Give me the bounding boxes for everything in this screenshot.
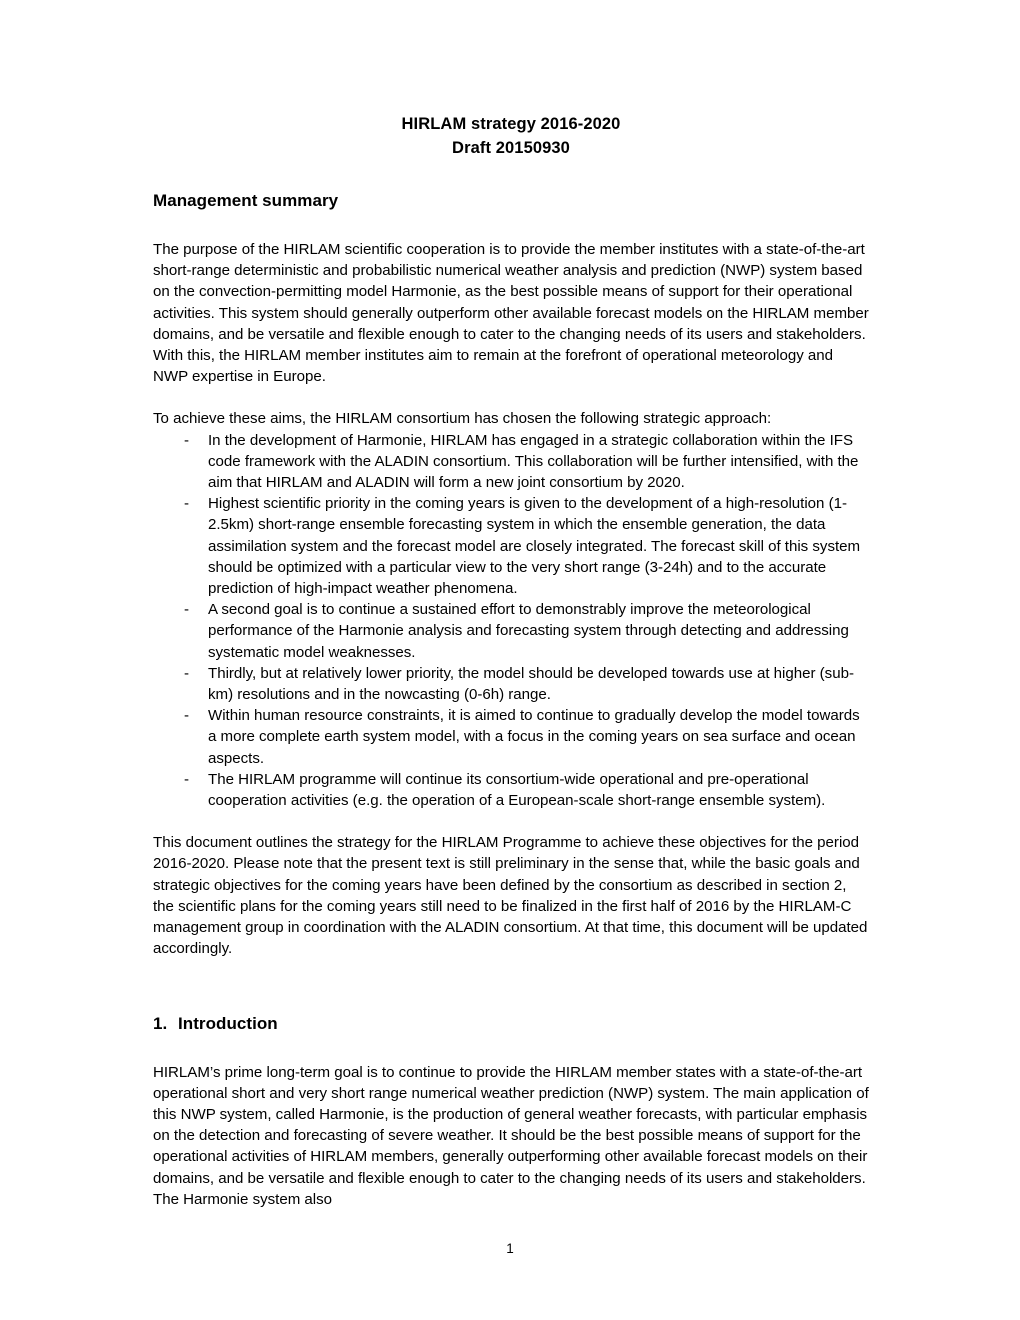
management-summary-paragraph-1: The purpose of the HIRLAM scientific cooperation is to provide the member institutes with a state-of-the-art short-range deterministic and probabilistic numerical weather analysis and prediction (NWP) system based on the convection-permitting model Harmonie, as the best possible means of support for their operational activities. This system should generally outperform other available forecast models on the HIRLAM member domains, and be versatile and flexible enough to cater to the changing needs of its users and stakeholders. With this, the HIRLAM member institutes aim to remain at the forefront of operational meteorology and NWP expertise in Europe. (153, 241, 869, 386)
list-item (153, 769, 869, 811)
document-title-line-2: Draft 20150930 (452, 139, 570, 157)
list-item-text: A second goal is to continue a sustained effort to demonstrably improve the meteorological performance of the Harmonie analysis and forecasting system through detecting and addressing systematic model weaknesses. (208, 601, 849, 661)
management-summary-paragraph-2: To achieve these aims, the HIRLAM consortium has chosen the following strategic approach: (153, 410, 772, 428)
heading-introduction-label: Introduction (178, 1013, 278, 1033)
spacer (153, 1036, 869, 1062)
spacer (153, 213, 869, 239)
page-content (153, 112, 869, 1210)
heading-introduction-number: 1. (153, 1013, 168, 1033)
dash-bullet-icon: - (184, 601, 190, 619)
list-item-text: In the development of Harmonie, HIRLAM has engaged in a strategic collaboration within the IFS code framework with the ALADIN consortium. This collaboration will be further intensified, with the aim that HIRLAM and ALADIN will form a new joint consortium by 2020. (208, 431, 859, 492)
document-title (153, 112, 869, 160)
heading-introduction (153, 1012, 869, 1036)
dash-bullet-icon: - (184, 431, 190, 449)
list-item (153, 663, 869, 705)
list-item (153, 705, 869, 769)
introduction-paragraph-1: HIRLAM’s prime long-term goal is to continue to provide the HIRLAM member states with a state-of-the-art operational short and very short range numerical weather prediction (NWP) system. The main application of this NWP system, called Harmonie, is the production of general weather forecasts, with particular emphasis on the detection and forecasting of severe weather. It should be the best possible means of support for the operational activities of HIRLAM members, generally outperforming other available forecast models on their domains, and be versatile and flexible enough to cater to the changing needs of its users and stakeholders. The Harmonie system also (153, 1063, 869, 1208)
spacer (153, 387, 869, 408)
dash-bullet-icon: - (184, 495, 190, 513)
document-title-line-1: HIRLAM strategy 2016-2020 (401, 115, 621, 133)
list-item-text: The HIRLAM programme will continue its consortium-wide operational and pre-operational cooperation activities (e.g. the operation of a European-scale short-range ensemble system). (208, 770, 826, 810)
management-summary-paragraph-3: This document outlines the strategy for the HIRLAM Programme to achieve these objectives for the period 2016-2020. Please note that the present text is still preliminary in the sense that, while the basic goals and strategic objectives for the coming years have been defined by the consortium as described in section 2, the scientific plans for the coming years still need to be finalized in the first half of 2016 by the HIRLAM-C management group in coordination with the ALADIN consortium. At that time, this document will be updated accordingly. (153, 834, 868, 958)
dash-bullet-icon: - (184, 707, 190, 725)
list-item-text: Thirdly, but at relatively lower priority, the model should be developed towards use at higher (sub-km) resolutions and in the nowcasting (0-6h) range. (208, 664, 854, 704)
dash-bullet-icon: - (184, 664, 190, 682)
list-item-text: Highest scientific priority in the coming years is given to the development of a high-resolution (1-2.5km) short-range ensemble forecasting system in which the ensemble generation, the data assimilation system and the forecast model are closely integrated. The forecast skill of this system should be optimized with a particular view to the very short range (3-24h) and to the accurate prediction of high-impact weather phenomena. (208, 495, 861, 598)
dash-bullet-icon: - (184, 770, 190, 788)
spacer (153, 811, 869, 832)
page-number: 1 (506, 1241, 514, 1256)
list-item-text: Within human resource constraints, it is aimed to continue to gradually develop the model towards a more complete earth system model, with a focus in the coming years on sea surface and ocean aspects. (208, 707, 860, 767)
list-item (153, 430, 869, 494)
list-item (153, 599, 869, 663)
heading-management-summary: Management summary (153, 191, 339, 210)
list-item (153, 493, 869, 599)
strategic-approach-list (153, 430, 869, 812)
spacer (153, 960, 869, 1012)
